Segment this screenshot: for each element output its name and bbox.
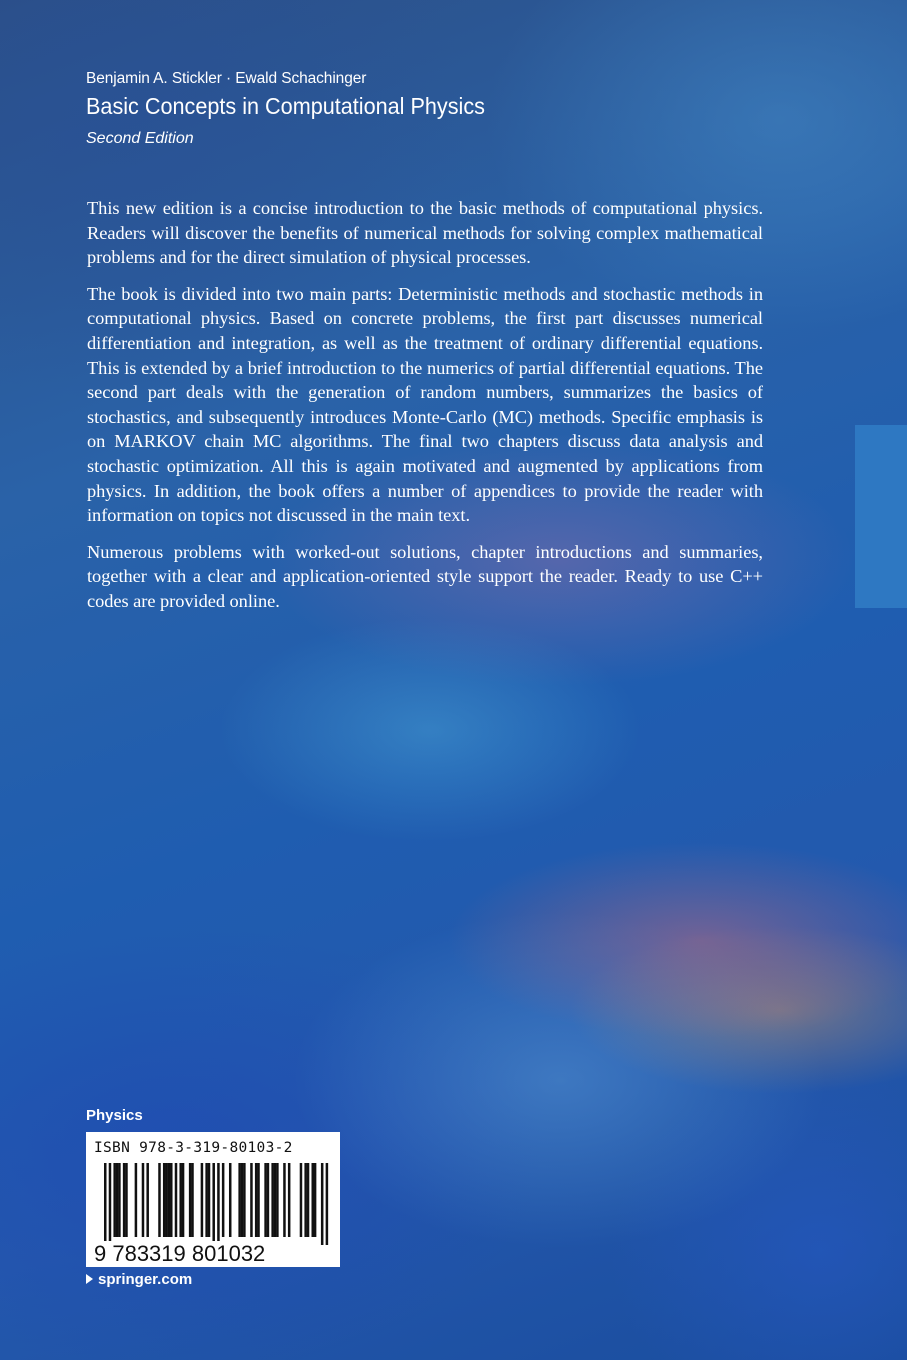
barcode-bar <box>191 1163 194 1237</box>
barcode-bar <box>168 1163 171 1237</box>
barcode-bar <box>123 1163 126 1237</box>
barcode-bar <box>229 1163 232 1237</box>
barcode-bar <box>217 1163 220 1245</box>
triangle-right-icon <box>86 1274 93 1284</box>
barcode-bar <box>212 1163 215 1245</box>
barcode-bar <box>109 1163 112 1245</box>
barcode-bar <box>113 1163 116 1237</box>
publisher-link[interactable] <box>86 1271 192 1288</box>
barcode-bars <box>90 1163 336 1245</box>
barcode-bar <box>304 1163 307 1237</box>
blurb-paragraph: The book is divided into two main parts: Deterministic methods and stochastic methods in computational physics. Based on concrete problems, the first part discusses numerical differentiation and integration, as well as the treatment of ordinary differential equations. This is extended by a brief introduction to the numerics of partial differential equations. The second part deals with the generation of random numbers, summarizes the basics of stochastics, and subsequently introduces Monte-Carlo (MC) methods. Specific emphasis is on MARKOV chain MC algorithms. The final two chapters discuss data analysis and stochastic optimization. All this is again motivated and augmented by applications from physics. In addition, the book offers a number of appendices to provide the reader with information on topics not discussed in the main text. <box>87 283 763 526</box>
authors: Benjamin A. Stickler · Ewald Schachinger <box>86 70 367 87</box>
barcode-bar <box>238 1163 241 1237</box>
barcode-bar <box>135 1163 138 1237</box>
barcode-bar <box>125 1163 128 1237</box>
ean-digits: 9 783319 801032 <box>94 1241 266 1266</box>
barcode-bar <box>201 1163 204 1237</box>
barcode-bar <box>300 1163 303 1237</box>
isbn-number: ISBN 978-3-319-80103-2 <box>94 1140 293 1156</box>
barcode-bar <box>314 1163 317 1237</box>
edition-label: Second Edition <box>86 130 194 147</box>
barcode-bar <box>264 1163 267 1237</box>
barcode-bar <box>307 1163 310 1237</box>
barcode-bar <box>283 1163 286 1237</box>
blurb-text <box>87 196 763 626</box>
barcode-bar <box>163 1163 166 1237</box>
barcode-bar <box>274 1163 277 1237</box>
spine-accent-band <box>855 425 907 608</box>
barcode-bar <box>118 1163 121 1237</box>
barcode-bar <box>175 1163 178 1237</box>
barcode-bar <box>205 1163 208 1237</box>
barcode-bar <box>288 1163 291 1237</box>
isbn-barcode <box>86 1132 340 1267</box>
barcode-bar <box>222 1163 225 1237</box>
barcode-bar <box>146 1163 149 1237</box>
barcode-bar <box>208 1163 211 1237</box>
barcode-bar <box>243 1163 246 1237</box>
barcode-bar <box>255 1163 258 1237</box>
barcode-bar <box>142 1163 145 1237</box>
barcode-bar <box>189 1163 192 1237</box>
barcode-bar <box>241 1163 244 1237</box>
barcode-bar <box>170 1163 173 1237</box>
subject-category: Physics <box>86 1107 143 1124</box>
book-title: Basic Concepts in Computational Physics <box>86 93 485 119</box>
publisher-url: springer.com <box>98 1271 193 1288</box>
barcode-bar <box>321 1163 324 1245</box>
barcode-bar <box>165 1163 168 1237</box>
barcode-bar <box>179 1163 182 1237</box>
barcode-bar <box>182 1163 185 1237</box>
barcode-bar <box>271 1163 274 1237</box>
barcode-bar <box>276 1163 279 1237</box>
barcode-bar <box>311 1163 314 1237</box>
barcode-bar <box>267 1163 270 1237</box>
barcode-bar <box>326 1163 329 1245</box>
barcode-bar <box>116 1163 119 1237</box>
blurb-paragraph: Numerous problems with worked-out solutions, chapter introductions and summaries, together with a clear and application-oriented style support the reader. Ready to use C++ codes are provided online. <box>87 541 763 611</box>
barcode-bar <box>104 1163 107 1245</box>
barcode-bar <box>250 1163 253 1237</box>
blurb-paragraph: This new edition is a concise introduction to the basic methods of computational physics. Readers will discover the benefits of numerical methods for solving complex mathematical problems and for the direct simulation of physical processes. <box>87 198 763 268</box>
barcode-bar <box>158 1163 161 1237</box>
barcode-bar <box>257 1163 260 1237</box>
